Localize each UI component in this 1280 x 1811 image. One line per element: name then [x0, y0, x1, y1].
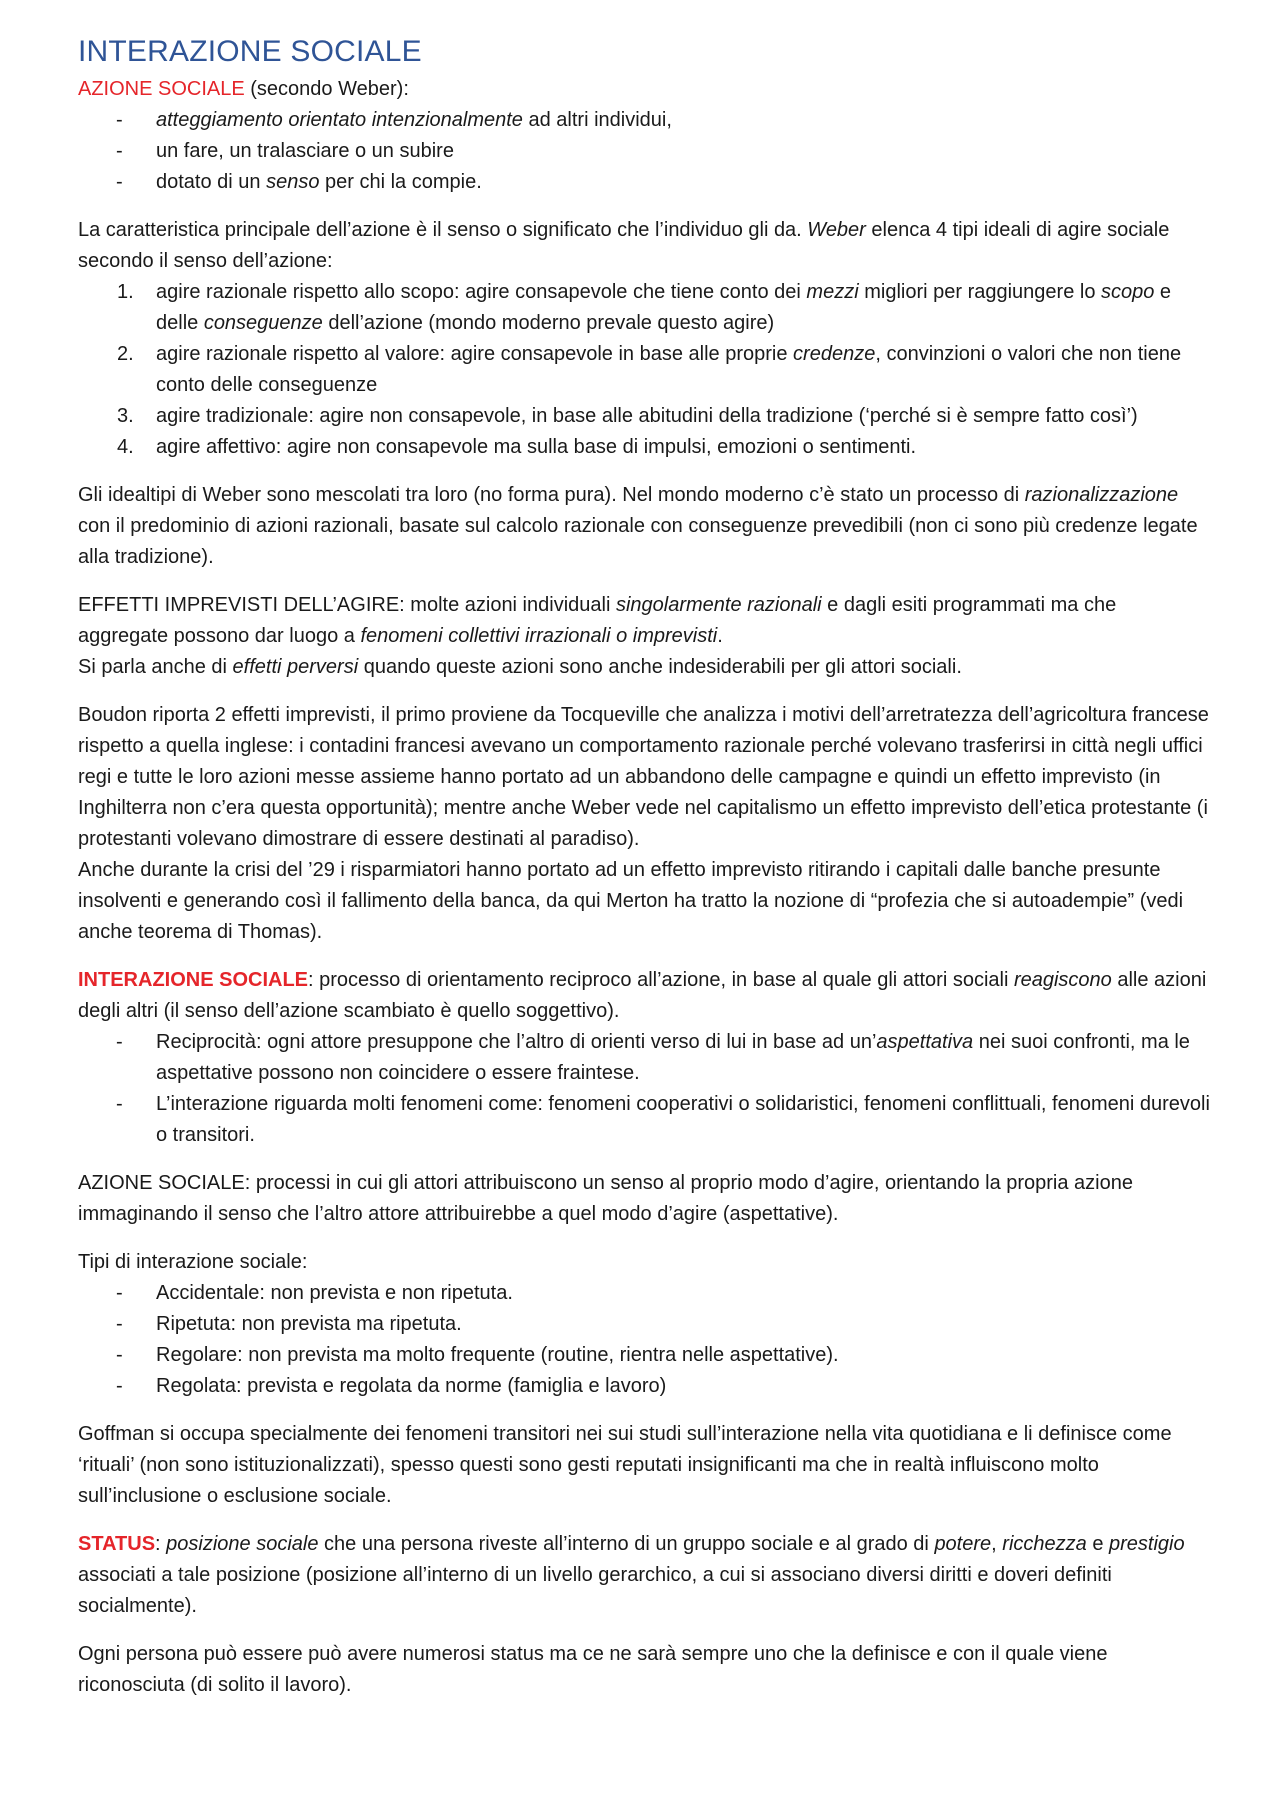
paragraph-status: STATUS: posizione sociale che una persona riveste all’interno di un gruppo sociale e al grado di potere, ricchezza e prestigio associati a tale posizione (posizione all’interno di un livello gerarchico, a cui si associano diversi diritti e doveri definiti socialmente). — [78, 1533, 1185, 1617]
section-boudon — [78, 700, 1210, 948]
list-item: - Regolare: non prevista ma molto frequente (routine, rientra nelle aspettative). — [78, 1340, 1210, 1371]
dash-list — [78, 105, 1210, 198]
paragraph: Boudon riporta 2 effetti imprevisti, il primo proviene da Tocqueville che analizza i motivi dell’arretratezza dell’agricoltura francese rispetto a quella inglese: i contadini francesi avevano un comportamento razionale perché volevano trasferirsi in città negli uffici regi e tutte le loro azioni messe assieme hanno portato ad un abbandono delle campagne e quindi un effetto imprevisto (in Inghilterra non c’era questa opportunità); mentre anche Weber vede nel capitalismo un effetto imprevisto dell’etica protestante (i protestanti volevano dimostrare di essere destinati al paradiso). — [78, 704, 1209, 850]
section-interazione-sociale — [78, 965, 1210, 1151]
list-item: - L’interazione riguarda molti fenomeni come: fenomeni cooperativi o solidaristici, fenomeni conflittuali, fenomeni durevoli o transitori. — [78, 1089, 1210, 1151]
list-number: 1. — [117, 281, 134, 303]
paragraph-azione-sociale: AZIONE SOCIALE: processi in cui gli attori attribuiscono un senso al proprio modo d’agire, orientando la propria azione immaginando il senso che l’altro attore attribuirebbe a quel modo d’agire (aspettative). — [78, 1172, 1133, 1225]
list-item: - Accidentale: non prevista e non ripetuta. — [78, 1278, 1210, 1309]
list-number: 2. — [117, 343, 134, 365]
section-tipi-interazione — [78, 1247, 1210, 1402]
heading-label: STATUS — [78, 1533, 156, 1555]
list-number: 4. — [117, 436, 134, 458]
list-item: 1. agire razionale rispetto allo scopo: agire consapevole che tiene conto dei mezzi migliori per raggiungere lo scopo e delle conseguenze dell’azione (mondo moderno prevale questo agire) — [78, 277, 1210, 339]
dash-bullet: - — [116, 109, 123, 131]
paragraph: INTERAZIONE SOCIALE: processo di orientamento reciproco all’azione, in base al quale gli attori sociali reagiscono alle azioni degli altri (il senso dell’azione scambiato è quello soggettivo). — [78, 969, 1207, 1022]
list-item: 2. agire razionale rispetto al valore: agire consapevole in base alle proprie credenze, convinzioni o valori che non tiene conto delle conseguenze — [78, 339, 1210, 401]
dash-bullet: - — [116, 1031, 123, 1053]
section-tipi-ideali — [78, 215, 1210, 463]
list-item: - Ripetuta: non prevista ma ripetuta. — [78, 1309, 1210, 1340]
list-item: - un fare, un tralasciare o un subire — [78, 136, 1210, 167]
heading-label: AZIONE SOCIALE — [78, 78, 245, 100]
list-item: - Reciprocità: ogni attore presuppone che l’altro di orienti verso di lui in base ad un’aspettativa nei suoi confronti, ma le aspettative possono non coincidere o essere fraintese. — [78, 1027, 1210, 1089]
section-effetti-imprevisti — [78, 590, 1210, 683]
dash-bullet: - — [116, 1093, 123, 1115]
paragraph-status-multipli: Ogni persona può essere può avere numerosi status ma ce ne sarà sempre uno che la definisce e con il quale viene riconosciuta (di solito il lavoro). — [78, 1643, 1108, 1696]
heading-label: INTERAZIONE SOCIALE — [78, 969, 309, 991]
section-azione-sociale-weber — [78, 74, 1210, 198]
list-item: - dotato di un senso per chi la compie. — [78, 167, 1210, 198]
paragraph: Tipi di interazione sociale: — [78, 1251, 308, 1273]
list-item: 3. agire tradizionale: agire non consapevole, in base alle abitudini della tradizione (‘perché si è sempre fatto così’) — [78, 401, 1210, 432]
list-item: - Regolata: prevista e regolata da norme (famiglia e lavoro) — [78, 1371, 1210, 1402]
dash-bullet: - — [116, 1344, 123, 1366]
paragraph: Si parla anche di effetti perversi quando queste azioni sono anche indesiderabili per gli attori sociali. — [78, 656, 962, 678]
page-title: INTERAZIONE SOCIALE — [78, 35, 422, 68]
dash-bullet: - — [116, 1313, 123, 1335]
section-heading: AZIONE SOCIALE (secondo Weber): — [78, 78, 409, 100]
paragraph: EFFETTI IMPREVISTI DELL’AGIRE: molte azioni individuali singolarmente razionali e dagli esiti programmati ma che aggregate possono dar luogo a fenomeni collettivi irrazionali o imprevisti. — [78, 594, 1117, 647]
dash-list — [78, 1278, 1210, 1402]
dash-bullet: - — [116, 140, 123, 162]
paragraph: Anche durante la crisi del ’29 i risparmiatori hanno portato ad un effetto imprevisto ritirando i capitali dalle banche presunte insolventi e generando così il fallimento della banca, da qui Merton ha tratto la nozione di “profezia che si autoadempie” (vedi anche teorema di Thomas). — [78, 859, 1184, 943]
paragraph: La caratteristica principale dell’azione è il senso o significato che l’individuo gli da. Weber elenca 4 tipi ideali di agire sociale secondo il senso dell’azione: — [78, 219, 1170, 272]
dash-bullet: - — [116, 1375, 123, 1397]
numbered-list — [78, 277, 1210, 463]
list-item: 4. agire affettivo: agire non consapevole ma sulla base di impulsi, emozioni o sentimenti. — [78, 432, 1210, 463]
paragraph-goffman: Goffman si occupa specialmente dei fenomeni transitori nei sui studi sull’interazione nella vita quotidiana e li definisce come ‘rituali’ (non sono istituzionalizzati), spesso questi sono gesti reputati insignificanti ma che in realtà influiscono molto sull’inclusione o esclusione sociale. — [78, 1423, 1172, 1507]
dash-list — [78, 1027, 1210, 1151]
list-item: - atteggiamento orientato intenzionalmente ad altri individui, — [78, 105, 1210, 136]
dash-bullet: - — [116, 1282, 123, 1304]
paragraph-idealtipi: Gli idealtipi di Weber sono mescolati tra loro (no forma pura). Nel mondo moderno c’è stato un processo di razionalizzazione con il predominio di azioni razionali, basate sul calcolo razionale con conseguenze prevedibili (non ci sono più credenze legate alla tradizione). — [78, 484, 1198, 568]
dash-bullet: - — [116, 171, 123, 193]
list-number: 3. — [117, 405, 134, 427]
